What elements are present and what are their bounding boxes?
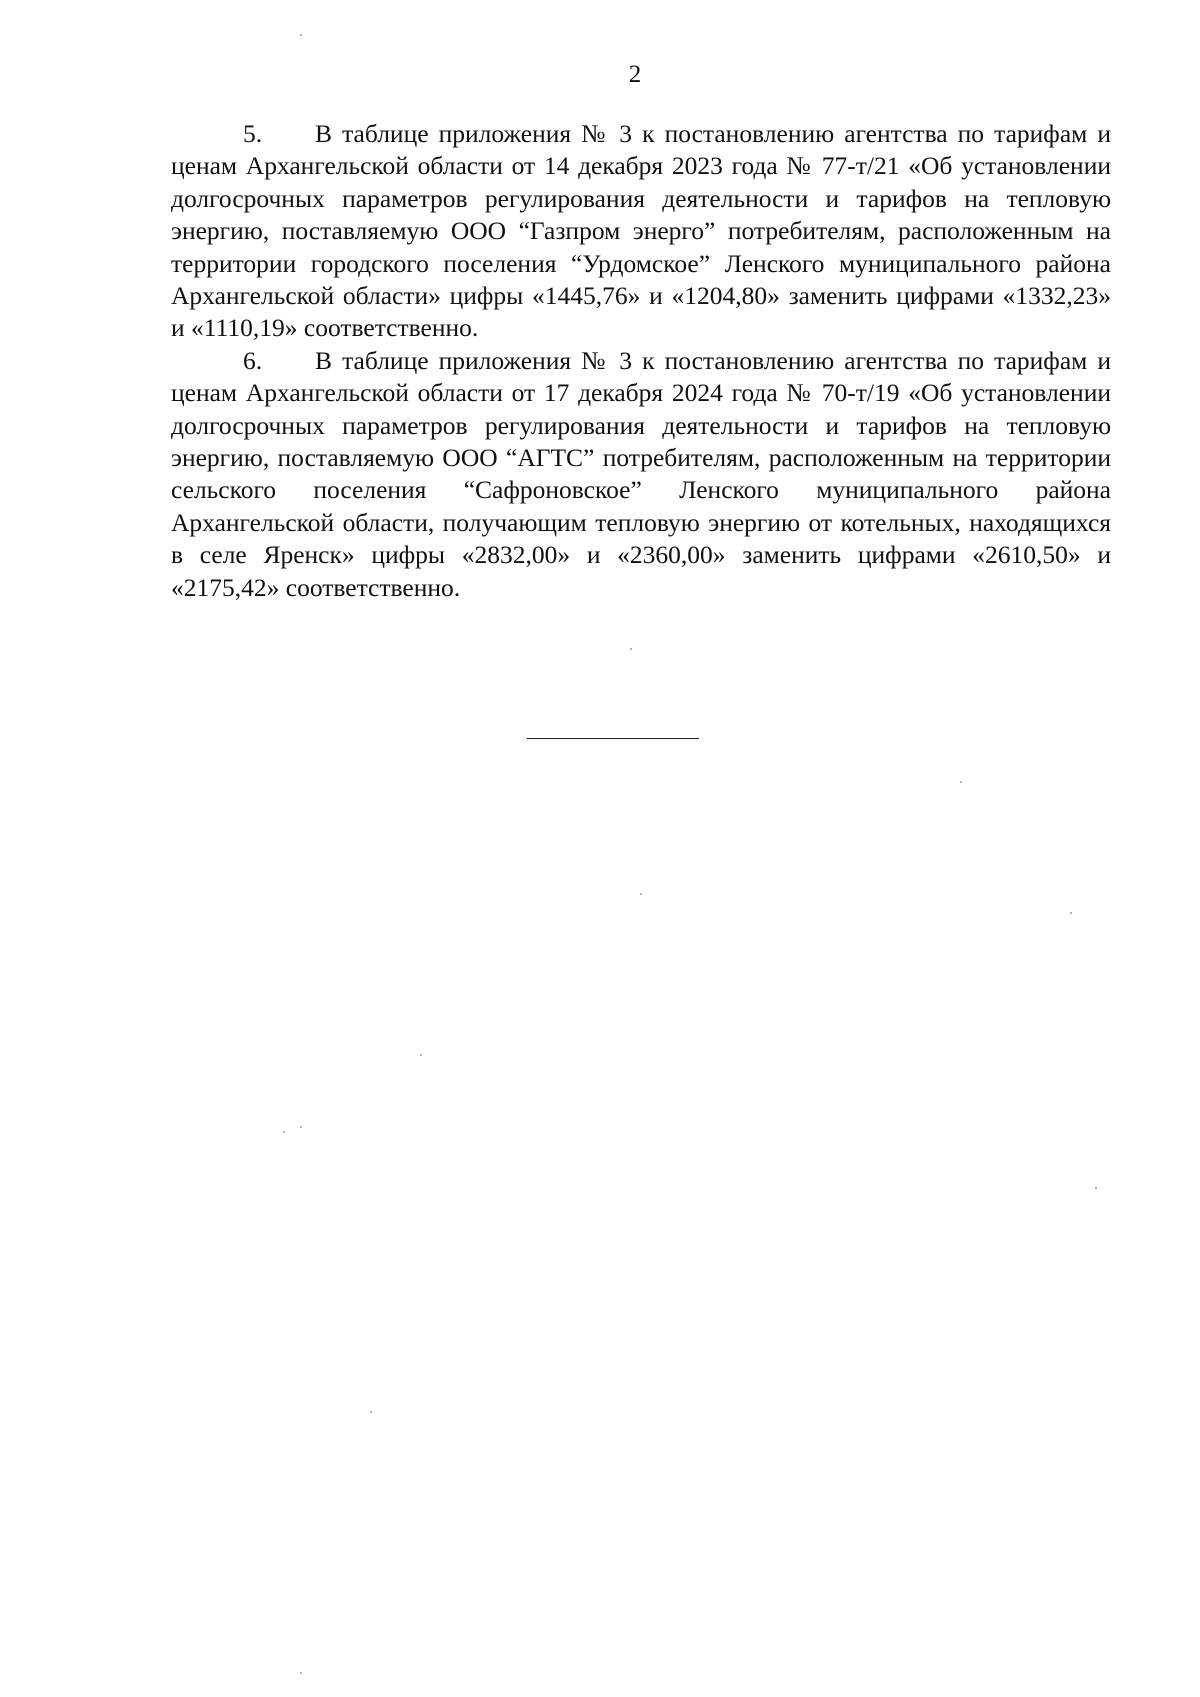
scan-speck [1070,912,1072,914]
end-of-text-rule [527,738,699,739]
page-number: 2 [628,61,642,88]
paragraph-text: В таблице приложения № 3 к постановлению агентства по тарифам и ценам Архангельской области от 14 декабря 2023 года № 77-т/21 «Об установлении долгосрочных параметров регулирования деятельности и тарифов на тепловую энергию, поставляемую ООО “Газпром энерго” потребителям, расположенным на территории городского поселения “Урдомское” Ленского муниципального района Архангельской области» цифры «1445,76» и «1204,80» заменить цифрами «1332,23» и «1110,19» соответственно. [171,119,1111,343]
scan-speck [283,1131,285,1133]
scan-speck [300,34,302,36]
scan-speck [960,781,962,783]
paragraph-6 [171,345,1111,604]
paragraph-text: В таблице приложения № 3 к постановлению агентства по тарифам и ценам Архангельской области от 17 декабря 2024 года № 70-т/19 «Об установлении долгосрочных параметров регулирования деятельности и тарифов на тепловую энергию, поставляемую ООО “АГТС” потребителям, расположенным на территории сельского поселения “Сафроновское” Ленского муниципального района Архангельской области, получающим тепловую энергию от котельных, находящихся в селе Яренск» цифры «2832,00» и «2360,00» заменить цифрами «2610,50» и «2175,42» соответственно. [171,345,1111,602]
document-body [171,118,1111,604]
scan-speck [1095,1187,1097,1189]
paragraph-number: 6. [243,345,263,375]
scan-speck [300,1672,302,1674]
paragraph-5 [171,118,1111,345]
scan-speck [640,893,642,895]
scan-speck [420,1054,422,1056]
scan-speck [630,648,632,650]
scan-speck [370,1411,372,1413]
scan-speck [300,1126,302,1128]
paragraph-number: 5. [243,119,263,148]
